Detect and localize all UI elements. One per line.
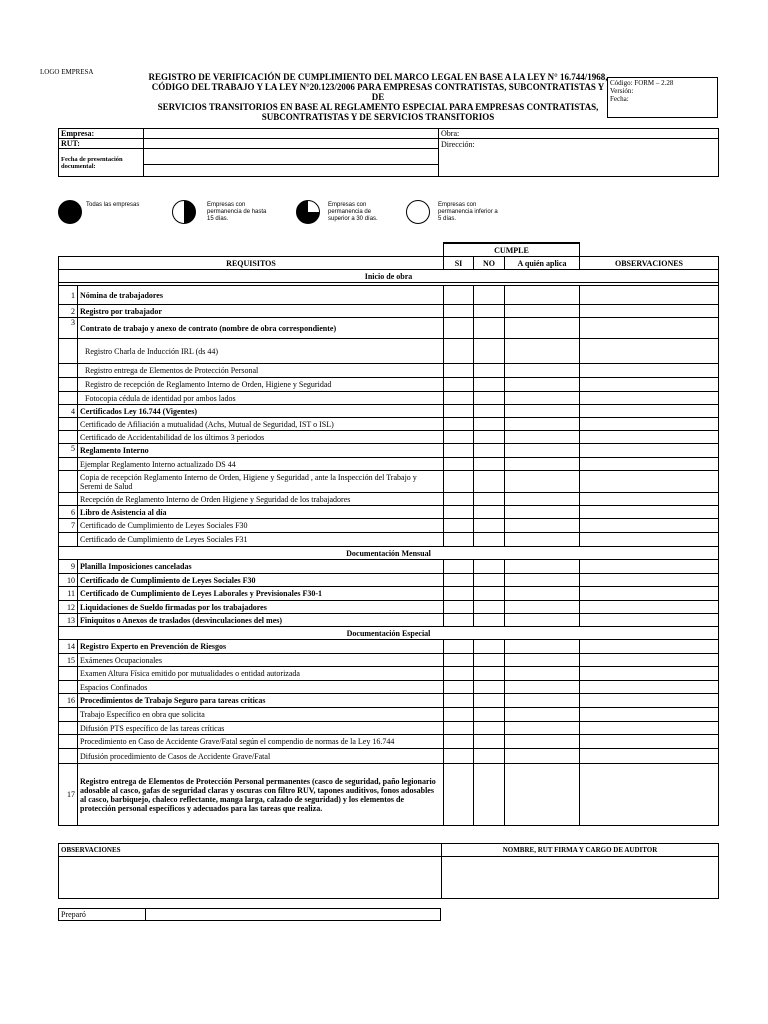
table-row <box>59 318 719 339</box>
si-cell[interactable] <box>444 506 474 519</box>
table-row <box>59 506 719 519</box>
requirement-text: Espacios Confinados <box>78 681 444 694</box>
quien-aplica-cell[interactable] <box>505 418 580 431</box>
table-row <box>59 405 719 418</box>
observaciones-cell[interactable] <box>580 286 719 305</box>
rut-field[interactable] <box>144 139 439 149</box>
table-row <box>59 418 719 431</box>
no-cell[interactable] <box>474 519 505 533</box>
title-line: CÓDIGO DEL TRABAJO Y LA LEY N°20.123/2006 PARA EMPRESAS CONTRATISTAS, SUBCONTRATISTAS Y DE <box>151 82 605 102</box>
no-cell[interactable] <box>474 614 505 627</box>
table-row <box>59 640 719 654</box>
observaciones-cell[interactable] <box>580 708 719 722</box>
observaciones-cell[interactable] <box>580 722 719 735</box>
table-row <box>59 471 719 493</box>
no-cell[interactable] <box>474 431 505 444</box>
observaciones-cell[interactable] <box>580 471 719 493</box>
quien-aplica-cell[interactable] <box>505 533 580 547</box>
form-date: Fecha: <box>610 95 629 103</box>
prepared-by-table <box>58 908 441 921</box>
table-row <box>59 519 719 533</box>
table-row <box>59 574 719 587</box>
si-cell[interactable] <box>444 654 474 667</box>
row-number <box>59 458 78 471</box>
table-row <box>59 614 719 627</box>
empresa-label: Empresa: <box>59 129 144 139</box>
quien-aplica-cell[interactable] <box>505 519 580 533</box>
si-cell[interactable] <box>444 405 474 418</box>
quien-aplica-cell[interactable] <box>505 493 580 506</box>
fecha-presentacion-label: Fecha de presentación documental: <box>59 149 144 177</box>
legend-label: Empresas con permanencia inferior a 5 días. <box>438 202 498 222</box>
requirement-text: Exámenes Ocupacionales <box>78 654 444 667</box>
half-circle-icon <box>172 200 196 224</box>
no-cell[interactable] <box>474 405 505 418</box>
requirement-text: Certificado de Cumplimiento de Leyes Laborales y Previsionales F30-1 <box>78 587 444 601</box>
requirement-text: Difusión PTS específico de las tareas críticas <box>78 722 444 735</box>
row-number: 10 <box>59 574 78 587</box>
si-cell[interactable] <box>444 458 474 471</box>
cumple-header: CUMPLE <box>444 243 580 257</box>
requirement-text: Libro de Asistencia al día <box>78 506 444 519</box>
section-mensual: Documentación Mensual <box>59 547 719 560</box>
no-cell[interactable] <box>474 749 505 764</box>
si-cell[interactable] <box>444 722 474 735</box>
row-number <box>59 392 78 405</box>
document-title <box>148 72 608 122</box>
no-cell[interactable] <box>474 735 505 749</box>
table-row <box>59 392 719 405</box>
no-cell[interactable] <box>474 364 505 378</box>
quien-aplica-cell[interactable] <box>505 364 580 378</box>
si-cell[interactable] <box>444 444 474 458</box>
auditor-field[interactable] <box>442 857 719 899</box>
table-row <box>59 667 719 681</box>
requirement-text: Recepción de Reglamento Interno de Orden Higiene y Seguridad de los trabajadores <box>78 493 444 506</box>
footer-table <box>58 843 719 899</box>
si-cell[interactable] <box>444 493 474 506</box>
no-header: NO <box>474 257 505 270</box>
row-number: 12 <box>59 601 78 614</box>
row-number: 17 <box>59 764 78 826</box>
quien-aplica-cell[interactable] <box>505 405 580 418</box>
no-cell[interactable] <box>474 378 505 392</box>
requirement-text: Certificado de Afiliación a mutualidad (Achs, Mutual de Seguridad, IST o ISL) <box>78 418 444 431</box>
requirement-text: Reglamento Interno <box>78 444 444 458</box>
observaciones-cell[interactable] <box>580 654 719 667</box>
requirement-text: Ejemplar Reglamento Interno actualizado DS 44 <box>78 458 444 471</box>
requirement-text: Liquidaciones de Sueldo firmadas por los trabajadores <box>78 601 444 614</box>
observaciones-cell[interactable] <box>580 418 719 431</box>
observaciones-cell[interactable] <box>580 392 719 405</box>
row-number: 2 <box>59 305 78 318</box>
observaciones-cell[interactable] <box>580 667 719 681</box>
requirement-text: Registro Charla de Inducción IRL (ds 44) <box>78 339 444 364</box>
observaciones-cell[interactable] <box>580 364 719 378</box>
observaciones-cell[interactable] <box>580 601 719 614</box>
table-row <box>59 560 719 574</box>
section-especial: Documentación Especial <box>59 627 719 640</box>
no-cell[interactable] <box>474 493 505 506</box>
quien-aplica-header: A quién aplica <box>505 257 580 270</box>
quien-aplica-cell[interactable] <box>505 339 580 364</box>
si-cell[interactable] <box>444 640 474 654</box>
no-cell[interactable] <box>474 587 505 601</box>
form-code: Código: FORM – 2.28 <box>610 79 674 87</box>
requirement-text: Nómina de trabajadores <box>78 286 444 305</box>
si-cell[interactable] <box>444 560 474 574</box>
no-cell[interactable] <box>474 694 505 708</box>
row-number: 1 <box>59 286 78 305</box>
table-row <box>59 654 719 667</box>
row-number <box>59 533 78 547</box>
table-row <box>59 601 719 614</box>
quien-aplica-cell[interactable] <box>505 378 580 392</box>
three-quarter-circle-icon <box>296 200 320 224</box>
requirement-text: Difusión procedimiento de Casos de Accidente Grave/Fatal <box>78 749 444 764</box>
direccion-label: Dirección: <box>439 139 719 177</box>
table-row <box>59 587 719 601</box>
si-cell[interactable] <box>444 764 474 826</box>
quien-aplica-cell[interactable] <box>505 601 580 614</box>
no-cell[interactable] <box>474 444 505 458</box>
table-row <box>59 722 719 735</box>
form-code-box <box>607 77 718 118</box>
requirement-text: Fotocopia cédula de identidad por ambos lados <box>78 392 444 405</box>
no-cell[interactable] <box>474 722 505 735</box>
row-number: 5 <box>59 444 78 458</box>
table-row <box>59 286 719 305</box>
no-cell[interactable] <box>474 560 505 574</box>
no-cell[interactable] <box>474 640 505 654</box>
requirement-text: Registro por trabajador <box>78 305 444 318</box>
section-inicio-obra: Inicio de obra <box>59 270 719 283</box>
requirement-text: Registro entrega de Elementos de Protección Personal <box>78 364 444 378</box>
requirements-table <box>58 242 719 826</box>
row-number: 9 <box>59 560 78 574</box>
row-number <box>59 364 78 378</box>
no-cell[interactable] <box>474 601 505 614</box>
si-cell[interactable] <box>444 305 474 318</box>
row-number: 16 <box>59 694 78 708</box>
observaciones-cell[interactable] <box>580 493 719 506</box>
quien-aplica-cell[interactable] <box>505 587 580 601</box>
no-cell[interactable] <box>474 418 505 431</box>
requirement-text: Planilla Imposiciones canceladas <box>78 560 444 574</box>
quien-aplica-cell[interactable] <box>505 392 580 405</box>
company-logo-placeholder: LOGO EMPRESA <box>40 68 94 76</box>
observaciones-label: OBSERVACIONES <box>59 844 442 857</box>
row-number <box>59 722 78 735</box>
si-cell[interactable] <box>444 339 474 364</box>
auditor-label: NOMBRE, RUT FIRMA Y CARGO DE AUDITOR <box>442 844 719 857</box>
requirement-text: Certificado de Cumplimiento de Leyes Sociales F31 <box>78 533 444 547</box>
requirement-text: Certificados Ley 16.744 (Vigentes) <box>78 405 444 418</box>
observaciones-cell[interactable] <box>580 640 719 654</box>
si-cell[interactable] <box>444 471 474 493</box>
si-cell[interactable] <box>444 601 474 614</box>
si-cell[interactable] <box>444 614 474 627</box>
observaciones-cell[interactable] <box>580 431 719 444</box>
si-cell[interactable] <box>444 392 474 405</box>
si-cell[interactable] <box>444 574 474 587</box>
quien-aplica-cell[interactable] <box>505 640 580 654</box>
legend <box>58 200 518 228</box>
quien-aplica-cell[interactable] <box>505 694 580 708</box>
row-number: 3 <box>59 318 78 339</box>
table-row <box>59 681 719 694</box>
observaciones-cell[interactable] <box>580 339 719 364</box>
company-info-table <box>58 128 719 177</box>
requirement-text: Procedimientos de Trabajo Seguro para tareas críticas <box>78 694 444 708</box>
table-row <box>59 378 719 392</box>
quien-aplica-cell[interactable] <box>505 722 580 735</box>
legend-label: Todas las empresas <box>86 202 140 208</box>
observaciones-cell[interactable] <box>580 533 719 547</box>
si-cell[interactable] <box>444 749 474 764</box>
observaciones-cell[interactable] <box>580 519 719 533</box>
row-number <box>59 681 78 694</box>
row-number: 11 <box>59 587 78 601</box>
si-cell[interactable] <box>444 418 474 431</box>
observaciones-cell[interactable] <box>580 614 719 627</box>
table-row <box>59 749 719 764</box>
row-number <box>59 378 78 392</box>
no-cell[interactable] <box>474 708 505 722</box>
observaciones-header: OBSERVACIONES <box>580 257 719 270</box>
observaciones-cell[interactable] <box>580 458 719 471</box>
preparo-field[interactable] <box>146 909 441 921</box>
row-number <box>59 708 78 722</box>
fecha-presentacion-field-2[interactable] <box>144 165 439 177</box>
quien-aplica-cell[interactable] <box>505 506 580 519</box>
table-row <box>59 444 719 458</box>
requirement-text: Certificado de Accidentabilidad de los últimos 3 periodos <box>78 431 444 444</box>
quien-aplica-cell[interactable] <box>505 667 580 681</box>
row-number: 13 <box>59 614 78 627</box>
table-row <box>59 533 719 547</box>
quien-aplica-cell[interactable] <box>505 749 580 764</box>
section-row <box>59 627 719 640</box>
requirement-text: Trabajo Específico en obra que solicita <box>78 708 444 722</box>
si-header: SI <box>444 257 474 270</box>
requirement-text: Registro entrega de Elementos de Protección Personal permanentes (casco de seguridad, paño legionario adosable al casco, gafas de seguridad claras y oscuras con filtro RUV, tapones auditivos, fonos adosables al casco, barbiquejo, chaleco reflectante, manga larga, calzado de seguridad) y los elementos de protección personal específicos y adecuados para las tareas que realiza. <box>78 764 444 826</box>
no-cell[interactable] <box>474 458 505 471</box>
quien-aplica-cell[interactable] <box>505 444 580 458</box>
no-cell[interactable] <box>474 574 505 587</box>
observaciones-cell[interactable] <box>580 681 719 694</box>
table-row <box>59 339 719 364</box>
table-row <box>59 764 719 826</box>
row-number <box>59 735 78 749</box>
form-version: Versión: <box>610 87 634 95</box>
fecha-presentacion-field[interactable] <box>144 149 439 165</box>
table-row <box>59 493 719 506</box>
quien-aplica-cell[interactable] <box>505 735 580 749</box>
table-row <box>59 364 719 378</box>
requirement-text: Finiquitos o Anexos de traslados (desvinculaciones del mes) <box>78 614 444 627</box>
no-cell[interactable] <box>474 533 505 547</box>
row-number <box>59 431 78 444</box>
observaciones-cell[interactable] <box>580 574 719 587</box>
empresa-field[interactable] <box>144 129 439 139</box>
quien-aplica-cell[interactable] <box>505 458 580 471</box>
si-cell[interactable] <box>444 708 474 722</box>
requirement-text: Registro de recepción de Reglamento Interno de Orden, Higiene y Seguridad <box>78 378 444 392</box>
quien-aplica-cell[interactable] <box>505 431 580 444</box>
row-number <box>59 749 78 764</box>
quien-aplica-cell[interactable] <box>505 560 580 574</box>
si-cell[interactable] <box>444 431 474 444</box>
row-number <box>59 471 78 493</box>
table-row <box>59 735 719 749</box>
rut-label: RUT: <box>59 139 144 149</box>
quien-aplica-cell[interactable] <box>505 471 580 493</box>
requirement-text: Contrato de trabajo y anexo de contrato (nombre de obra correspondiente) <box>78 318 444 339</box>
quien-aplica-cell[interactable] <box>505 318 580 339</box>
no-cell[interactable] <box>474 681 505 694</box>
observaciones-cell[interactable] <box>580 694 719 708</box>
quien-aplica-cell[interactable] <box>505 614 580 627</box>
quien-aplica-cell[interactable] <box>505 708 580 722</box>
observaciones-cell[interactable] <box>580 587 719 601</box>
table-row <box>59 431 719 444</box>
table-row <box>59 458 719 471</box>
si-cell[interactable] <box>444 519 474 533</box>
obra-label: Obra: <box>439 129 719 139</box>
observaciones-cell[interactable] <box>580 764 719 826</box>
observaciones-cell[interactable] <box>580 318 719 339</box>
si-cell[interactable] <box>444 286 474 305</box>
row-number <box>59 667 78 681</box>
quien-aplica-cell[interactable] <box>505 681 580 694</box>
table-row <box>59 305 719 318</box>
row-number: 7 <box>59 519 78 533</box>
row-number: 4 <box>59 405 78 418</box>
quien-aplica-cell[interactable] <box>505 286 580 305</box>
requisitos-header: REQUISITOS <box>59 257 444 270</box>
requirement-text: Examen Altura Física emitido por mutualidades o entidad autorizada <box>78 667 444 681</box>
observaciones-cell[interactable] <box>580 749 719 764</box>
quien-aplica-cell[interactable] <box>505 574 580 587</box>
observaciones-cell[interactable] <box>580 378 719 392</box>
row-number <box>59 418 78 431</box>
row-number: 6 <box>59 506 78 519</box>
si-cell[interactable] <box>444 318 474 339</box>
section-row <box>59 547 719 560</box>
si-cell[interactable] <box>444 694 474 708</box>
requirement-text: Registro Experto en Prevención de Riesgos <box>78 640 444 654</box>
si-cell[interactable] <box>444 681 474 694</box>
requirement-text: Certificado de Cumplimiento de Leyes Sociales F30 <box>78 574 444 587</box>
row-number <box>59 339 78 364</box>
observaciones-field[interactable] <box>59 857 442 899</box>
preparo-label: Preparó <box>59 909 146 921</box>
no-cell[interactable] <box>474 286 505 305</box>
si-cell[interactable] <box>444 533 474 547</box>
no-cell[interactable] <box>474 667 505 681</box>
row-number: 15 <box>59 654 78 667</box>
quien-aplica-cell[interactable] <box>505 764 580 826</box>
requirement-text: Procedimiento en Caso de Accidente Grave/Fatal según el compendio de normas de la Ley 16.744 <box>78 735 444 749</box>
no-cell[interactable] <box>474 506 505 519</box>
row-number <box>59 493 78 506</box>
title-line: SERVICIOS TRANSITORIOS EN BASE AL REGLAMENTO ESPECIAL PARA EMPRESAS CONTRATISTAS, <box>157 102 599 112</box>
table-row <box>59 708 719 722</box>
observaciones-cell[interactable] <box>580 405 719 418</box>
empty-circle-icon <box>406 200 430 224</box>
title-line: REGISTRO DE VERIFICACIÓN DE CUMPLIMIENTO DEL MARCO LEGAL EN BASE A LA LEY N° 16.744/1968, <box>148 72 608 82</box>
si-cell[interactable] <box>444 378 474 392</box>
no-cell[interactable] <box>474 339 505 364</box>
no-cell[interactable] <box>474 654 505 667</box>
si-cell[interactable] <box>444 364 474 378</box>
si-cell[interactable] <box>444 735 474 749</box>
no-cell[interactable] <box>474 318 505 339</box>
observaciones-cell[interactable] <box>580 560 719 574</box>
legend-label: Empresas con permanencia de superior a 30 días. <box>328 202 378 222</box>
legend-label: Empresas con permanencia de hasta 15 días. <box>207 202 267 222</box>
quien-aplica-cell[interactable] <box>505 654 580 667</box>
observaciones-cell[interactable] <box>580 735 719 749</box>
si-cell[interactable] <box>444 587 474 601</box>
full-circle-icon <box>58 200 82 224</box>
no-cell[interactable] <box>474 471 505 493</box>
requirement-text: Copia de recepción Reglamento Interno de Orden, Higiene y Seguridad , ante la Inspección del Trabajo y Seremi de Salud <box>78 471 444 493</box>
observaciones-cell[interactable] <box>580 506 719 519</box>
title-line: SUBCONTRATISTAS Y DE SERVICIOS TRANSITORIOS <box>261 112 495 122</box>
si-cell[interactable] <box>444 667 474 681</box>
row-number: 14 <box>59 640 78 654</box>
observaciones-cell[interactable] <box>580 444 719 458</box>
no-cell[interactable] <box>474 764 505 826</box>
no-cell[interactable] <box>474 305 505 318</box>
requirement-text: Certificado de Cumplimiento de Leyes Sociales F30 <box>78 519 444 533</box>
quien-aplica-cell[interactable] <box>505 305 580 318</box>
no-cell[interactable] <box>474 392 505 405</box>
table-row <box>59 694 719 708</box>
observaciones-cell[interactable] <box>580 305 719 318</box>
